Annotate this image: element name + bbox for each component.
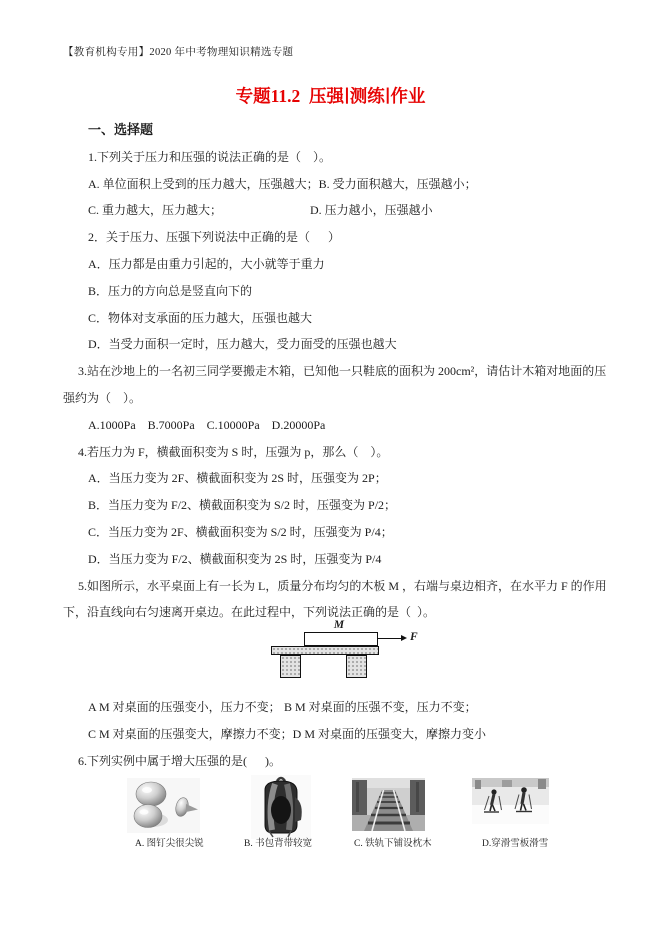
q3-options: A.1000Pa B.7000Pa C.10000Pa D.20000Pa — [88, 417, 326, 432]
ski-photo — [472, 778, 549, 824]
q2-stem: 2．关于压力、压强下列说法中正确的是（ ） — [88, 230, 341, 245]
board-label: M — [333, 619, 345, 632]
q1-option-ab: A. 单位面积上受到的压力越大，压强越大；B. 受力面积越大，压强越小； — [88, 176, 477, 191]
caption-ski: D.穿滑雪板滑雪 — [482, 838, 549, 849]
q5-stem-line1: 5.如图所示，水平桌面上有一长为 L，质量分布均匀的木板 M ，右端与桌边相齐，在水平力 F 的作用 — [78, 578, 607, 593]
caption-thumbtack: A. 图钉尖很尖锐 — [135, 838, 204, 849]
q4-option-c: C．当压力变为 2F、横截面积变为 S/2 时，压强变为 P/4； — [88, 524, 393, 539]
caption-railway: C. 铁轨下铺设枕木 — [354, 838, 432, 849]
worksheet-body — [63, 117, 608, 855]
q5-option-ab-row — [63, 694, 608, 721]
q5-option-a: A M 对桌面的压强变小，压力不变； — [88, 700, 281, 715]
q2-option-b: B．压力的方向总是竖直向下的 — [88, 283, 253, 298]
q3-stem-line1: 3.站在沙地上的一名初三同学要搬走木箱，已知他一只鞋底的面积为 200cm²，请估计木箱对地面的压 — [78, 364, 607, 379]
force-label: F — [410, 631, 418, 644]
q1-stem: 1.下列关于压力和压强的说法正确的是（ ）。 — [88, 149, 332, 164]
q1-option-cd-row — [63, 197, 608, 224]
caption-backpack: B. 书包背带较宽 — [244, 838, 313, 849]
document-header: 【教育机构专用】2020 年中考物理知识精选专题 — [63, 47, 294, 58]
q1-option-d: D. 压力越小，压强越小 — [310, 203, 433, 218]
q4-option-a: A．当压力变为 2F、横截面积变为 2S 时，压强变为 2P； — [88, 471, 387, 486]
q5-table-figure — [63, 619, 608, 694]
railway-photo — [352, 778, 425, 831]
tabletop — [271, 646, 379, 655]
page-title: 专题11.2 压强∣测练∣作业 — [235, 86, 426, 106]
q2-option-a: A．压力都是由重力引起的，大小就等于重力 — [88, 256, 325, 271]
q3-stem-line2: 强约为（ ）。 — [63, 390, 142, 405]
table-leg-left — [280, 655, 301, 678]
backpack-photo — [251, 775, 311, 839]
q2-option-c: C．物体对支承面的压力越大，压强也越大 — [88, 310, 313, 325]
q5-option-cd: C M 对桌面的压强变大，摩擦力不变；D M 对桌面的压强变大，摩擦力变小 — [88, 726, 487, 741]
q2-option-d: D．当受力面积一定时，压力越大，受力面受的压强也越大 — [88, 337, 397, 352]
force-arrow — [378, 638, 402, 639]
q6-stem: 6.下列实例中属于增大压强的是( )。 — [78, 753, 281, 768]
thumbtack-photo — [127, 778, 200, 833]
q5-stem-line2: 下，沿直线向右匀速离开桌边。在此过程中，下列说法正确的是（ ）。 — [63, 605, 436, 620]
board-m — [304, 632, 378, 646]
table-leg-right — [346, 655, 367, 678]
section-heading: 一、选择题 — [88, 122, 154, 137]
q5-option-b: B M 对桌面的压强不变，压力不变； — [284, 700, 477, 715]
q1-option-c: C. 重力越大，压力越大； — [88, 203, 223, 218]
q4-stem: 4.若压力为 F，横截面积变为 S 时，压强为 p，那么（ ）。 — [78, 444, 389, 459]
q4-option-b: B．当压力变为 F/2、横截面积变为 S/2 时，压强变为 P/2； — [88, 498, 397, 513]
q6-photo-row — [63, 775, 608, 855]
q4-option-d: D．当压力变为 F/2、横截面积变为 2S 时，压强变为 P/4 — [88, 551, 382, 566]
force-arrowhead-icon — [401, 635, 407, 641]
